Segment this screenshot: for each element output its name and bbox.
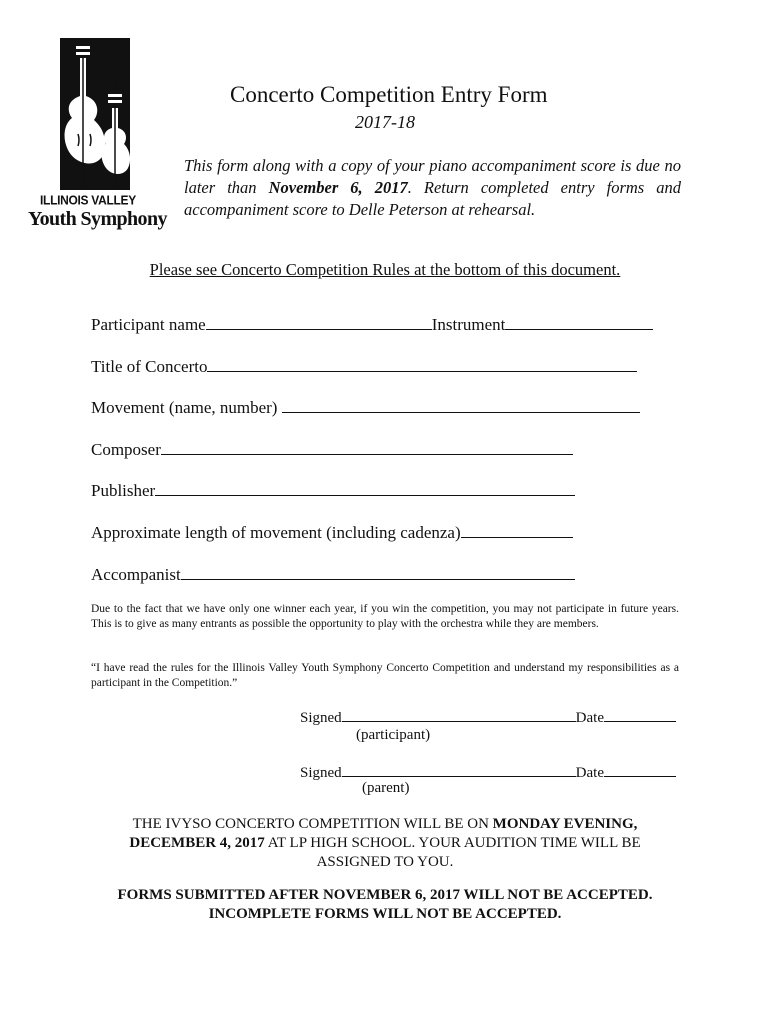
publisher-field[interactable]: [155, 481, 575, 496]
concerto-title-field[interactable]: [207, 357, 637, 372]
signed-label: Signed: [300, 710, 342, 726]
accompanist-field[interactable]: [181, 565, 575, 580]
announcement-line-3: ASSIGNED TO YOU.: [316, 854, 454, 870]
publisher-label: Publisher: [91, 481, 156, 500]
composer-row: [91, 440, 573, 460]
concerto-title-row: [91, 357, 637, 377]
movement-row: [91, 398, 640, 418]
intro-text-2: . Return completed entry forms and accompaniment score to Delle Peterson at rehearsal.: [184, 178, 681, 219]
participant-name-label: Participant name: [91, 315, 206, 334]
intro-paragraph: [184, 155, 681, 221]
parent-caption: (parent): [362, 780, 410, 796]
announcement-line-1: [0, 815, 770, 834]
announcement-line-2: [0, 834, 770, 853]
intro-text-1: This form along with a copy of your piano accompaniment score is due no later than: [184, 156, 681, 197]
parent-signature-row: [300, 762, 676, 782]
date-label: Date: [575, 765, 604, 781]
signed-label: Signed: [300, 765, 342, 781]
parent-date-field[interactable]: [604, 762, 676, 777]
composer-field[interactable]: [161, 440, 573, 455]
instrument-label: Instrument: [431, 315, 506, 334]
publisher-row: [91, 481, 575, 501]
approx-length-row: [91, 523, 573, 543]
competition-announcement: [0, 815, 770, 872]
announcement-bold-2: DECEMBER 4, 2017: [129, 835, 265, 851]
date-label: Date: [575, 710, 604, 726]
composer-label: Composer: [91, 440, 161, 459]
movement-field[interactable]: [282, 398, 640, 413]
participant-signature-field[interactable]: [342, 707, 576, 722]
approx-length-label: Approximate length of movement (including cadenza): [91, 523, 461, 542]
winner-note: Due to the fact that we have only one winner each year, if you win the competition, you may not participate in future years. This is to give as many entrants as possible the opportunity to play with the orchestra while they are members.: [91, 603, 679, 630]
participant-signature-row: [300, 707, 676, 727]
participant-caption: (participant): [356, 727, 431, 743]
logo-text-youth-symphony: Youth Symphony: [28, 208, 167, 230]
form-title: Concerto Competition Entry Form: [230, 82, 548, 107]
intro-deadline: November 6, 2017: [268, 178, 408, 197]
participant-name-field[interactable]: [206, 315, 432, 330]
rules-note: Please see Concerto Competition Rules at the bottom of this document.: [149, 260, 621, 279]
violin-cello-icon: [28, 38, 172, 198]
warning-incomplete-forms: INCOMPLETE FORMS WILL NOT BE ACCEPTED.: [208, 906, 562, 922]
submission-warnings: [0, 886, 770, 924]
accompanist-label: Accompanist: [91, 565, 181, 584]
instrument-field[interactable]: [505, 315, 653, 330]
warning-late-forms: FORMS SUBMITTED AFTER NOVEMBER 6, 2017 WILL NOT BE ACCEPTED.: [117, 887, 653, 903]
logo-text-illinois-valley: ILLINOIS VALLEY: [40, 192, 136, 208]
announcement-text-1: THE IVYSO CONCERTO COMPETITION WILL BE ON: [132, 816, 493, 832]
form-year: 2017-18: [355, 112, 415, 132]
approx-length-field[interactable]: [461, 523, 573, 538]
rules-statement: “I have read the rules for the Illinois Valley Youth Symphony Concerto Competition and understand my responsibilities as a participant in the Competition.”: [91, 662, 679, 689]
participant-date-field[interactable]: [604, 707, 676, 722]
parent-signature-field[interactable]: [342, 762, 576, 777]
illinois-valley-youth-symphony-logo: [28, 38, 172, 238]
announcement-bold-1: MONDAY EVENING,: [492, 816, 638, 832]
movement-label: Movement (name, number): [91, 398, 278, 417]
accompanist-row: [91, 565, 575, 585]
concerto-title-label: Title of Concerto: [91, 357, 208, 376]
announcement-text-2: AT LP HIGH SCHOOL. YOUR AUDITION TIME WILL BE: [264, 835, 641, 851]
participant-name-row: [91, 315, 653, 335]
